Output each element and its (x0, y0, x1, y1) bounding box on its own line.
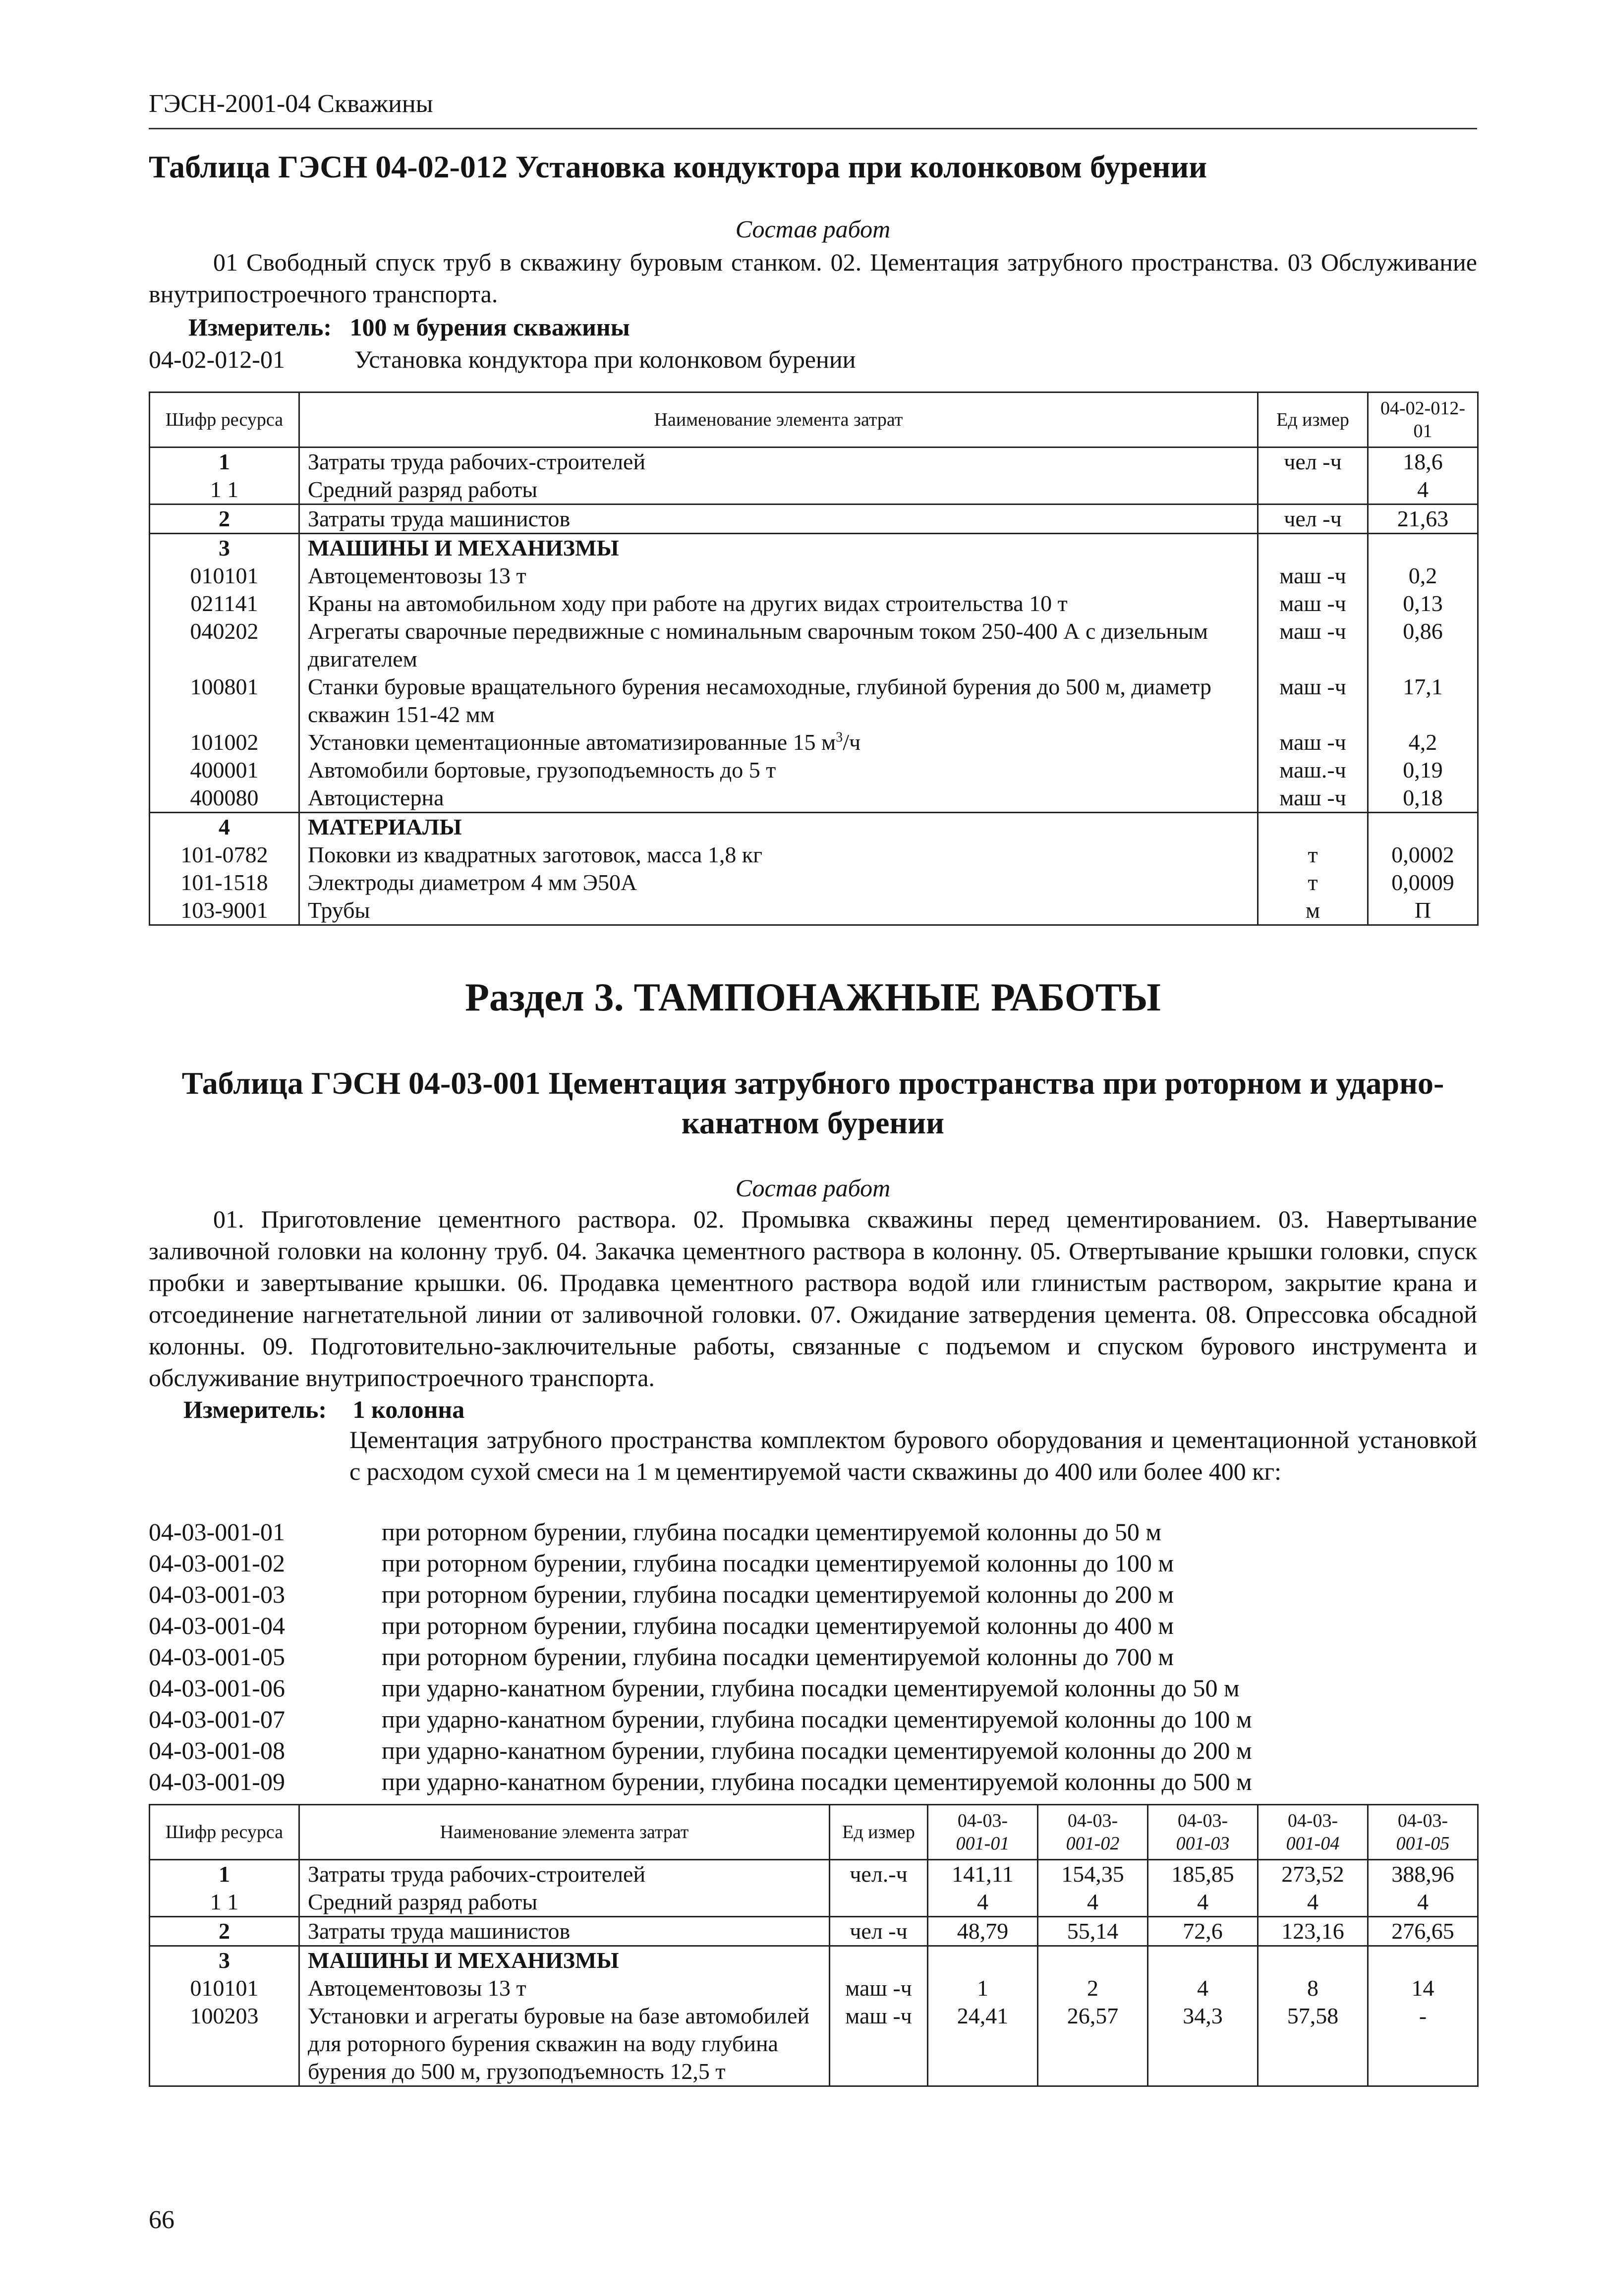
cell-value: 4 (1368, 476, 1478, 504)
cell-value: 276,65 (1368, 1917, 1478, 1946)
table-row (150, 562, 1478, 590)
cell-name: МАШИНЫ И МЕХАНИЗМЫ (299, 1946, 830, 1975)
code-list-item (149, 1735, 1252, 1766)
table-row (150, 896, 1478, 925)
table1-work-text: 01 Свободный спуск труб в скважину буровым станком. 02. Цементация затрубного пространства. 03 Обслуживание внутрипостроечного транспорта. (149, 248, 1477, 308)
cell-name: Автоцементовозы 13 т (299, 1974, 830, 2002)
table2-meter-value: 1 колонна (352, 1396, 465, 1423)
cell-value: 1 (928, 1974, 1038, 2002)
table-row (150, 476, 1478, 504)
table1-header-row (150, 392, 1478, 448)
cell-code: 3 (150, 1946, 299, 1975)
cell-name-text: Автоцементовозы 13 т (308, 563, 526, 588)
cell-code: 101-0782 (150, 841, 299, 869)
cell-value: 388,96 (1368, 1860, 1478, 1889)
cell-unit: чел -ч (1258, 504, 1368, 534)
cell-name-text: Трубы (308, 897, 370, 923)
cell-code: 1 (150, 1860, 299, 1889)
cell-name (299, 784, 1258, 813)
cell-value (928, 1946, 1038, 1975)
header-rule (149, 128, 1477, 129)
cell-code: 400001 (150, 756, 299, 784)
table-row (150, 756, 1478, 784)
cell-code: 021141 (150, 590, 299, 617)
code-list-code: 04-03-001-02 (149, 1549, 285, 1577)
cell-value: 185,85 (1148, 1860, 1258, 1889)
cell-value: 18,6 (1368, 448, 1478, 476)
cell-name-text: Поковки из квадратных заготовок, масса 1,8 кг (308, 842, 763, 867)
cell-value: 57,58 (1258, 2002, 1368, 2086)
table2-title (149, 1064, 1477, 1143)
table2 (149, 1804, 1479, 2087)
cell-name-text: Краны на автомобильном ходу при работе на других видах строительства 10 т (308, 591, 1068, 616)
cell-value: 4 (928, 1888, 1038, 1917)
cell-name (299, 534, 1258, 562)
table-row (150, 1917, 1478, 1946)
table1 (149, 392, 1479, 926)
cell-value (1368, 813, 1478, 841)
table1-code: 04-02-012-01 (149, 345, 285, 373)
cell-name-text: Установки цементационные автоматизированные 15 м (308, 729, 836, 755)
cell-value: 72,6 (1148, 1917, 1258, 1946)
table2-title-line2: канатном бурении (682, 1105, 944, 1140)
table1-meter-label: Измеритель: (188, 313, 332, 341)
cell-value: 0,18 (1368, 784, 1478, 813)
cell-unit: маш -ч (1258, 617, 1368, 673)
table-row (150, 1860, 1478, 1889)
table2-intro: Цементация затрубного пространства комплектом бурового оборудования и цементационной установкой с расходом сухой смеси на 1 м цементируемой части скважины до 400 или более 400 кг: (349, 1426, 1477, 1485)
cell-name (299, 476, 1258, 504)
cell-name (299, 841, 1258, 869)
cell-value: 4 (1148, 1974, 1258, 2002)
code-list-item (149, 1641, 1252, 1673)
cell-value: 123,16 (1258, 1917, 1368, 1946)
cell-name-text: Автоцистерна (308, 785, 444, 810)
table1-meter-value: 100 м бурения скважины (349, 313, 630, 341)
cell-unit (830, 1946, 928, 1975)
cell-name-text: Электроды диаметром 4 мм Э50А (308, 870, 637, 895)
table-row (150, 2002, 1478, 2086)
cell-code: 1 1 (150, 476, 299, 504)
cell-code: 101002 (150, 728, 299, 756)
cell-value: 26,57 (1038, 2002, 1148, 2086)
header-code: Шифр ресурса (150, 1805, 299, 1860)
table1-work-label: Состав работ (735, 215, 891, 243)
cell-value: 0,13 (1368, 590, 1478, 617)
table-row (150, 784, 1478, 813)
cell-name-text: МАШИНЫ И МЕХАНИЗМЫ (308, 535, 619, 560)
code-list-item (149, 1516, 1252, 1548)
header-col-1: 04-03- 001-01 (928, 1805, 1038, 1860)
cell-unit: маш -ч (830, 1974, 928, 2002)
cell-name-text: Затраты труда машинистов (308, 506, 571, 531)
cell-value: 154,35 (1038, 1860, 1148, 1889)
cell-name (299, 869, 1258, 896)
cell-name (299, 673, 1258, 728)
header-col-2: 04-03- 001-02 (1038, 1805, 1148, 1860)
code-list-desc: при роторном бурении, глубина посадки цементируемой колонны до 100 м (382, 1549, 1174, 1577)
code-list-code: 04-03-001-01 (149, 1518, 285, 1546)
cell-value: 21,63 (1368, 504, 1478, 534)
cell-unit (830, 1888, 928, 1917)
cell-value: 24,41 (928, 2002, 1038, 2086)
code-list-item (149, 1766, 1252, 1797)
cell-unit: чел.-ч (830, 1860, 928, 1889)
cell-value: 8 (1258, 1974, 1368, 2002)
code-list-code: 04-03-001-08 (149, 1736, 285, 1764)
cell-name-text: Станки буровые вращательного бурения несамоходные, глубиной бурения до 500 м, диаметр скважин 151-42 мм (308, 674, 1212, 727)
cell-code: 2 (150, 504, 299, 534)
cell-name: Установки и агрегаты буровые на базе автомобилей для роторного бурения скважин на воду глубина бурения до 500 м, грузоподъемность 12,5 т (299, 2002, 830, 2086)
cell-value (1148, 1946, 1258, 1975)
table2-header-row (150, 1805, 1478, 1860)
cell-unit: маш -ч (830, 2002, 928, 2086)
table1-code-line (149, 343, 856, 375)
code-list-item (149, 1579, 1252, 1610)
cell-name: Средний разряд работы (299, 1888, 830, 1917)
cell-unit (1258, 476, 1368, 504)
cell-unit: маш -ч (1258, 673, 1368, 728)
cell-name (299, 504, 1258, 534)
header-unit: Ед измер (1258, 392, 1368, 448)
table2-work-text: 01. Приготовление цементного раствора. 02. Промывка скважины перед цементированием. 03. Навертывание заливочной головки на колонну труб. 04. Закачка цементного раствора в колонну. 05. Отвертывание крышки головки, спуск пробки и завертывание крышки. 06. Продавка цементного раствора водой или глинистым раствором, закрытие крана и отсоединение нагнетательной линии от заливочной головки. 07. Ожидание затвердения цемента. 08. Опрессовка обсадной колонны. 09. Подготовительно-заключительные работы, связанные с подъемом и спуском бурового инструмента и обслуживание внутрипостроечного транспорта. (149, 1205, 1477, 1392)
cell-value: 4 (1038, 1888, 1148, 1917)
header-col-4: 04-03- 001-04 (1258, 1805, 1368, 1860)
cell-value (1368, 1946, 1478, 1975)
cell-value: - (1368, 2002, 1478, 2086)
code-list-desc: при роторном бурении, глубина посадки цементируемой колонны до 50 м (382, 1518, 1162, 1546)
cell-name (299, 756, 1258, 784)
code-list-desc: при ударно-канатном бурении, глубина посадки цементируемой колонны до 100 м (382, 1705, 1252, 1733)
cell-name-text: Средний разряд работы (308, 477, 538, 502)
header-col-5: 04-03- 001-05 (1368, 1805, 1478, 1860)
cell-name (299, 896, 1258, 925)
header-unit: Ед измер (830, 1805, 928, 1860)
cell-value: 0,19 (1368, 756, 1478, 784)
cell-value: 0,86 (1368, 617, 1478, 673)
cell-code: 010101 (150, 1974, 299, 2002)
table-row (150, 1946, 1478, 1975)
code-list-desc: при роторном бурении, глубина посадки цементируемой колонны до 700 м (382, 1643, 1174, 1671)
cell-name: Затраты труда рабочих-строителей (299, 1860, 830, 1889)
cell-value: 4 (1258, 1888, 1368, 1917)
code-list-item (149, 1704, 1252, 1735)
header-name: Наименование элемента затрат (299, 1805, 830, 1860)
cell-unit: маш -ч (1258, 590, 1368, 617)
cell-value (1258, 1946, 1368, 1975)
table-row (150, 590, 1478, 617)
cell-value: 4 (1148, 1888, 1258, 1917)
table-row (150, 504, 1478, 534)
cell-value: 48,79 (928, 1917, 1038, 1946)
cell-unit: т (1258, 869, 1368, 896)
code-list-code: 04-03-001-04 (149, 1612, 285, 1639)
cell-value: 34,3 (1148, 2002, 1258, 2086)
table-row (150, 673, 1478, 728)
table1-code-desc: Установка кондуктора при колонковом бурении (354, 345, 856, 373)
cell-code: 3 (150, 534, 299, 562)
table2-title-line1: Таблица ГЭСН 04-03-001 Цементация затрубного пространства при роторном и ударно- (181, 1065, 1444, 1101)
table-row (150, 1974, 1478, 2002)
code-list-desc: при ударно-канатном бурении, глубина посадки цементируемой колонны до 200 м (382, 1736, 1252, 1764)
cell-name (299, 813, 1258, 841)
code-list-item (149, 1548, 1252, 1579)
code-list-desc: при роторном бурении, глубина посадки цементируемой колонны до 400 м (382, 1612, 1174, 1639)
cell-name (299, 448, 1258, 476)
cell-name: Затраты труда машинистов (299, 1917, 830, 1946)
cell-value: 0,0002 (1368, 841, 1478, 869)
table2-meter-label: Измеритель: (183, 1396, 327, 1423)
cell-name (299, 728, 1258, 756)
cell-unit: маш -ч (1258, 562, 1368, 590)
cell-value: П (1368, 896, 1478, 925)
cell-code: 2 (150, 1917, 299, 1946)
cell-value (1038, 1946, 1148, 1975)
header-col1: 04-02-012-01 (1368, 392, 1478, 448)
table-row (150, 869, 1478, 896)
cell-name-text: Агрегаты сварочные передвижные с номинальным сварочным током 250-400 А с дизельным двигателем (308, 618, 1208, 672)
cell-name-text: Затраты труда рабочих-строителей (308, 449, 646, 474)
code-list-desc: при ударно-канатном бурении, глубина посадки цементируемой колонны до 500 м (382, 1768, 1252, 1795)
section-title: Раздел 3. ТАМПОНАЖНЫЕ РАБОТЫ (465, 976, 1161, 1019)
header-name: Наименование элемента затрат (299, 392, 1258, 448)
table2-meter (183, 1394, 464, 1425)
header-col-3: 04-03- 001-03 (1148, 1805, 1258, 1860)
cell-code: 100801 (150, 673, 299, 728)
table2-code-list (149, 1516, 1252, 1797)
cell-code: 100203 (150, 2002, 299, 2086)
table-row (150, 534, 1478, 562)
running-header: ГЭСН-2001-04 Скважины (149, 90, 433, 118)
cell-unit: маш -ч (1258, 728, 1368, 756)
code-list-code: 04-03-001-06 (149, 1674, 285, 1702)
cell-name-text: МАТЕРИАЛЫ (308, 814, 462, 840)
table1-title: Таблица ГЭСН 04-02-012 Установка кондуктора при колонковом бурении (149, 149, 1207, 184)
table-row (150, 448, 1478, 476)
cell-name (299, 617, 1258, 673)
cell-unit: т (1258, 841, 1368, 869)
cell-unit: маш.-ч (1258, 756, 1368, 784)
cell-code: 1 1 (150, 1888, 299, 1917)
cell-code: 400080 (150, 784, 299, 813)
cell-value: 55,14 (1038, 1917, 1148, 1946)
cell-value: 273,52 (1258, 1860, 1368, 1889)
cell-unit: м (1258, 896, 1368, 925)
cell-value: 0,0009 (1368, 869, 1478, 896)
table-row (150, 617, 1478, 673)
table2-work-label: Состав работ (735, 1174, 891, 1202)
cell-value: 2 (1038, 1974, 1148, 2002)
cell-code: 1 (150, 448, 299, 476)
code-list-desc: при ударно-канатном бурении, глубина посадки цементируемой колонны до 50 м (382, 1674, 1240, 1702)
code-list-desc: при роторном бурении, глубина посадки цементируемой колонны до 200 м (382, 1580, 1174, 1608)
cell-code: 101-1518 (150, 869, 299, 896)
code-list-code: 04-03-001-09 (149, 1768, 285, 1795)
cell-value (1368, 534, 1478, 562)
code-list-item (149, 1610, 1252, 1641)
code-list-code: 04-03-001-03 (149, 1580, 285, 1608)
cell-value: 141,11 (928, 1860, 1038, 1889)
cell-name-sup: 3 (836, 729, 843, 745)
cell-name-text: Автомобили бортовые, грузоподъемность до 5 т (308, 757, 776, 783)
cell-code: 040202 (150, 617, 299, 673)
cell-unit (1258, 534, 1368, 562)
code-list-code: 04-03-001-05 (149, 1643, 285, 1671)
header-code: Шифр ресурса (150, 392, 299, 448)
cell-value: 4,2 (1368, 728, 1478, 756)
table-row (150, 728, 1478, 756)
code-list-code: 04-03-001-07 (149, 1705, 285, 1733)
cell-unit: маш -ч (1258, 784, 1368, 813)
cell-code: 103-9001 (150, 896, 299, 925)
table-row (150, 813, 1478, 841)
table-row (150, 1888, 1478, 1917)
cell-unit: чел -ч (1258, 448, 1368, 476)
cell-name (299, 590, 1258, 617)
code-list-item (149, 1673, 1252, 1704)
cell-value: 17,1 (1368, 673, 1478, 728)
cell-code: 4 (150, 813, 299, 841)
cell-unit (1258, 813, 1368, 841)
table1-meter (188, 311, 630, 343)
cell-code: 010101 (150, 562, 299, 590)
cell-value: 14 (1368, 1974, 1478, 2002)
table-row (150, 841, 1478, 869)
cell-value: 4 (1368, 1888, 1478, 1917)
cell-name-suffix: /ч (843, 729, 861, 755)
cell-name (299, 562, 1258, 590)
cell-value: 0,2 (1368, 562, 1478, 590)
cell-unit: чел -ч (830, 1917, 928, 1946)
page-number: 66 (149, 2206, 174, 2234)
